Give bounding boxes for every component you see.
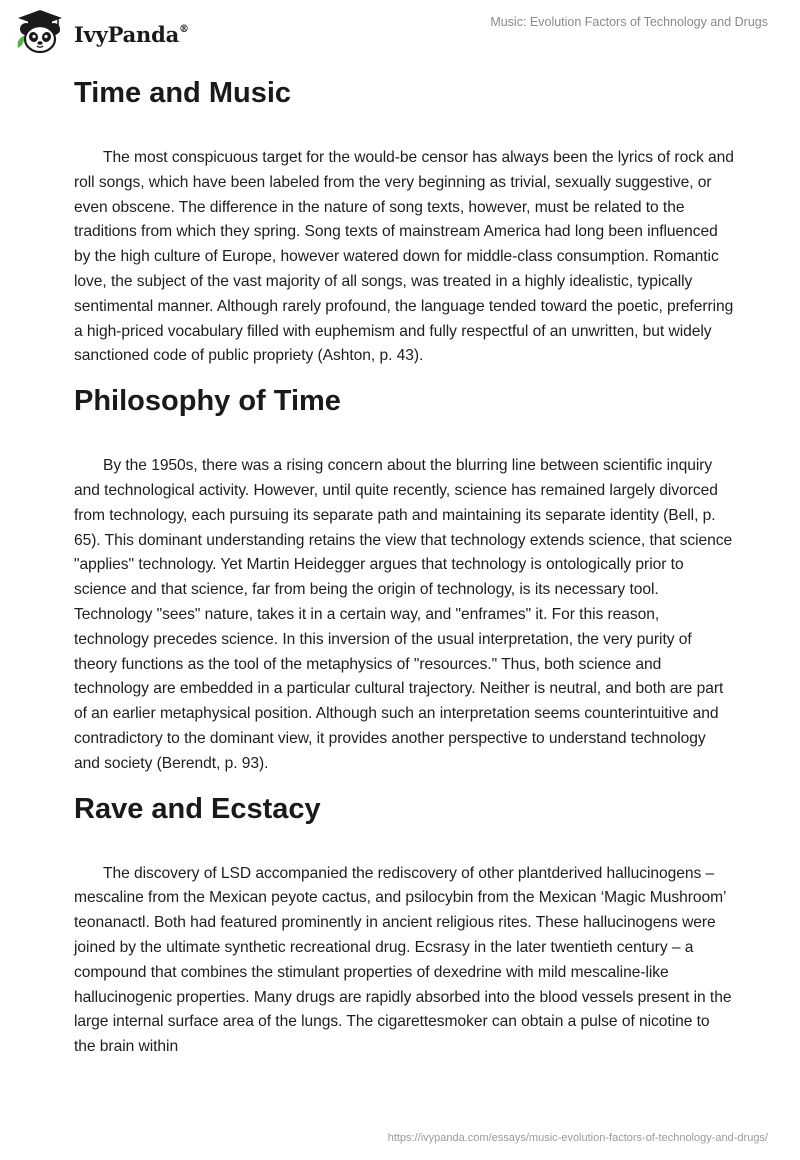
document-title: Music: Evolution Factors of Technology and Drugs [490,15,768,29]
section-heading: Philosophy of Time [74,385,341,418]
page-header [0,0,800,60]
article-body [74,70,734,1060]
section-time-and-music [74,73,734,369]
section-heading: Time and Music [74,77,292,109]
panda-logo-icon [14,8,66,56]
section-paragraph: The discovery of LSD accompanied the rediscovery of other plantderived hallucinogens – mescaline from the Mexican peyote cactus, and psilocybin from the Mexican ‘Magic Mushroom’ teonanactl. Both had featured prominently in ancient religious rites. These hallucinogens were joined by the ultimate synthetic recreational drug. Ecsrasy in the later twentieth century – a compound that combines the stimulant properties of dexedrine with mild mescaline-like hallucinogenic properties. Many drugs are rapidly absorbed into the blood vessels present in the large internal surface area of the lungs. The cigarettesmoker can obtain a pulse of nicotine to the brain within [74,864,732,1056]
section-rave-and-ecstacy [74,789,734,1060]
section-paragraph: By the 1950s, there was a rising concern about the blurring line between scientific inquiry and technological activity. However, until quite recently, science has remained largely divorced from technology, each pursuing its separate path and maintaining its separate identity (Bell, p. 65). This dominant understanding retains the view that technology extends science, that science "applies" technology. Yet Martin Heidegger argues that technology is ontologically prior to science and that science, far from being the origin of technology, is its necessary tool. Technology "sees" nature, takes it in a certain way, and "enframes" it. For this reason, technology precedes science. In this inversion of the usual interpretation, the very purity of theory functions as the tool of the metaphysics of "resources." Thus, both science and technology are embedded in a particular cultural trajectory. Neither is neutral, and both are part of an earlier metaphysical position. Although such an interpretation seems counterintuitive and contradictory to the dominant view, it provides another perspective to understand technology and society (Berendt, p. 93). [74,457,733,772]
section-paragraph: The most conspicuous target for the would-be censor has always been the lyrics of rock and roll songs, which have been labeled from the very beginning as trivial, sexually suggestive, or even obscene. The difference in the nature of song texts, however, must be related to the traditions from which they spring. Song texts of mainstream America had long been influenced by the high culture of Europe, however watered down for middle-class consumption. Romantic love, the subject of the vast majority of all songs, was treated in a highly idealistic, typically sentimental manner. Although rarely profound, the language tended toward the poetic, preferring a high-priced vocabulary filled with euphemism and fully respectful of an unwritten, but widely sanctioned code of public propriety (Ashton, p. 43). [74,149,734,365]
brand-logo[interactable] [14,8,189,56]
registered-mark: ® [179,23,189,35]
section-heading: Rave and Ecstacy [74,792,321,825]
source-url-link[interactable]: https://ivypanda.com/essays/music-evolution-factors-of-technology-and-drugs/ [387,1132,768,1144]
section-philosophy-of-time [74,381,734,776]
brand-name: IvyPanda® [74,21,189,47]
